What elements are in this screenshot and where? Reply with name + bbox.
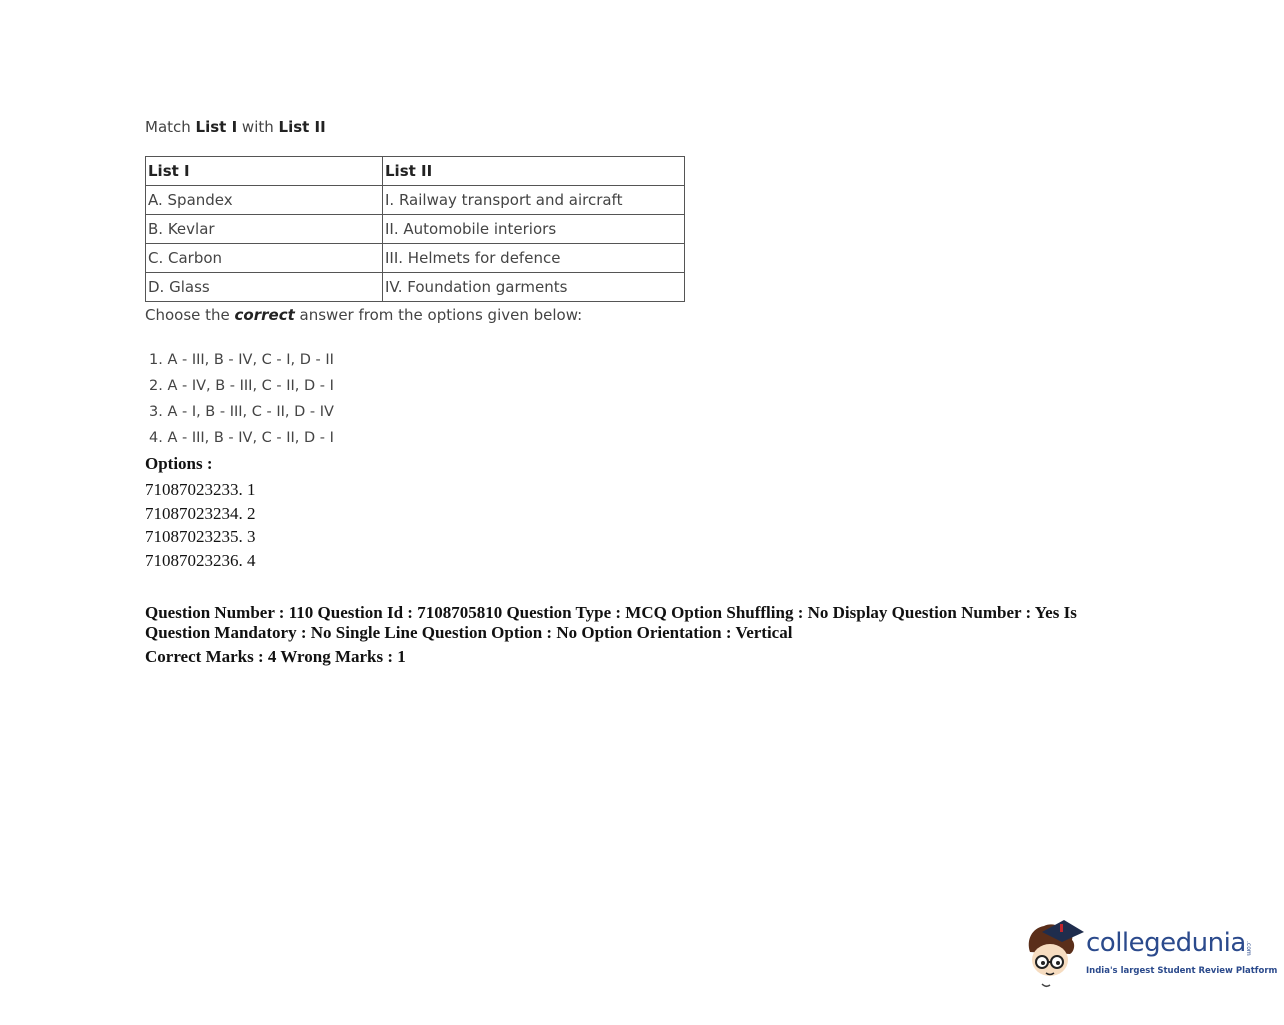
list-item: 1. A - III, B - IV, C - I, D - II [149,352,334,368]
table-header-row [146,157,685,186]
list-item: 71087023233. 1 [145,480,256,499]
question-intro: Match List I with List II [145,118,326,136]
question-meta: Question Number : 110 Question Id : 7108705810 Question Type : MCQ Option Shuffling : No Display Question Number : Yes Is Question Mandatory : No Single Line Question Option : No Option Orientation : Vertical [145,603,1077,642]
emphasis-correct: correct [234,306,295,324]
list-item: 71087023234. 2 [145,503,256,523]
table-row [146,186,685,215]
brand-suffix: .com [1245,941,1252,956]
answer-choices [149,347,334,451]
table-row [146,244,685,273]
header-list1: List I [146,157,383,186]
brand-name: collegedunia [1086,928,1246,958]
table-cell: C. Carbon [146,244,383,273]
header-list2: List II [383,157,685,186]
table-cell: A. Spandex [146,186,383,215]
table-cell: B. Kevlar [146,215,383,244]
marks-line: Correct Marks : 4 Wrong Marks : 1 [145,647,406,666]
list-item: 71087023235. 3 [145,527,256,547]
question-block [145,115,745,446]
match-table [145,156,685,302]
table-cell: D. Glass [146,273,383,302]
options-title: Options : [145,454,213,473]
table-row [146,215,685,244]
table-cell: I. Railway transport and aircraft [383,186,685,215]
list2-ref: List II [278,118,326,136]
list1-ref: List I [195,118,238,136]
table-row [146,273,685,302]
table-cell: II. Automobile interiors [383,215,685,244]
list-item: 3. A - I, B - III, C - II, D - IV [149,404,334,420]
choose-instruction: Choose the correct answer from the options given below: [145,306,583,324]
list-item: 71087023236. 4 [145,551,256,571]
table-cell: III. Helmets for defence [383,244,685,273]
options-list [145,478,256,573]
list-item: 4. A - III, B - IV, C - II, D - I [149,430,334,446]
list-item: 2. A - IV, B - III, C - II, D - I [149,378,334,394]
brand-tagline: India's largest Student Review Platform [1086,966,1278,976]
table-cell: IV. Foundation garments [383,273,685,302]
mascot-logo-icon [1024,918,1086,990]
brand-logo [1024,918,1278,990]
